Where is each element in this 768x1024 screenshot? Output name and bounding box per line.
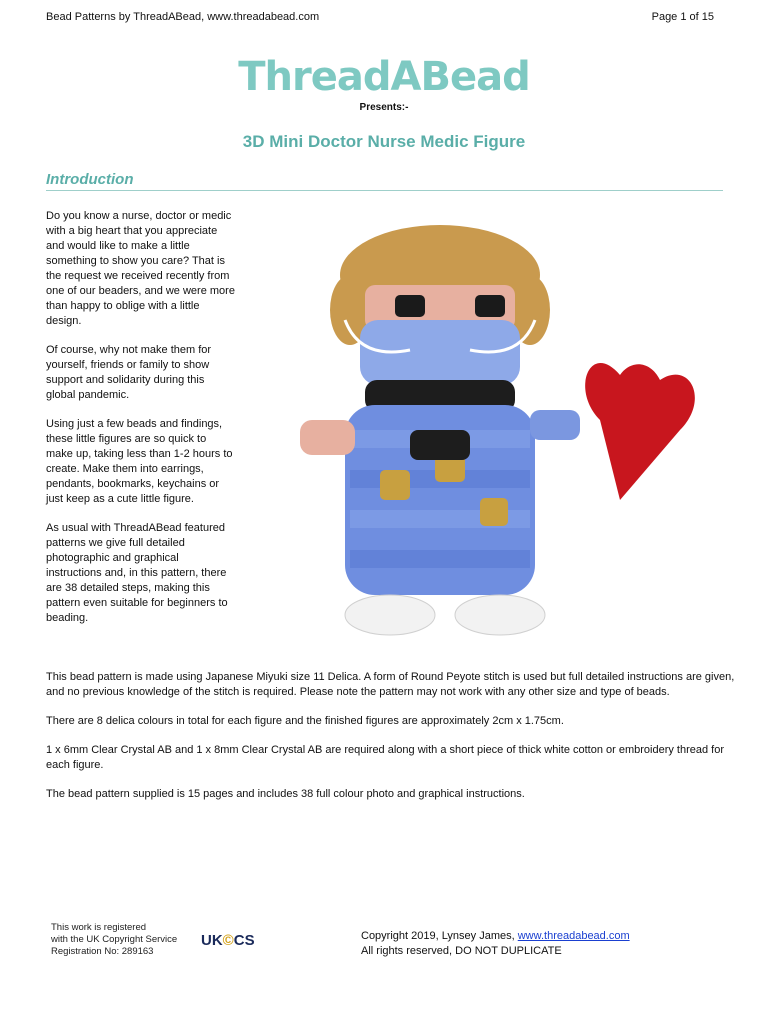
website-link[interactable]: www.threadabead.com (517, 930, 630, 942)
bead-left-arm (300, 420, 355, 455)
body-paragraph: The bead pattern supplied is 15 pages and includes 38 full colour photo and graphical instructions. (46, 788, 525, 800)
threadabead-logo: ThreadABead (238, 54, 530, 100)
body-text (46, 670, 736, 816)
page-title: 3D Mini Doctor Nurse Medic Figure (242, 132, 526, 151)
registration-notice (51, 922, 177, 958)
intro-paragraph: Using just a few beads and findings, these little figures are so quick to make up, taking less than 1-2 hours to create. Make them into earrings, pendants, bookmarks, keychains or just keep as a cute little figure. (46, 418, 233, 505)
heading-divider (46, 190, 723, 191)
header-site-text: Bead Patterns by ThreadABead, www.threadabead.com (46, 11, 320, 23)
bead-feet (345, 595, 545, 635)
intro-paragraph: As usual with ThreadABead featured patterns we give full detailed photographic and graphical instructions and, in this pattern, there are 38 detailed steps, making this pattern even suitable for beginners to beading. (46, 522, 228, 624)
ukcs-logo: UK©CS (201, 932, 255, 949)
body-paragraph: 1 x 6mm Clear Crystal AB and 1 x 8mm Clear Crystal AB are required along with a short piece of thick white cotton or embroidery thread for each figure. (46, 744, 725, 771)
registration-line: This work is registered (51, 922, 147, 933)
presents-text: Presents:- (359, 102, 409, 113)
bead-right-arm (530, 410, 580, 440)
registration-line: Registration No: 289163 (51, 946, 154, 957)
bead-body (345, 405, 535, 595)
intro-column (46, 209, 236, 640)
body-paragraph: This bead pattern is made using Japanese Miyuki size 11 Delica. A form of Round Peyote stitch is used but full detailed instructions are given, and no previous knowledge of the stitch is required. Please note the pattern may not work with any other size and type of beads. (46, 671, 735, 698)
copyright-text: Copyright 2019, Lynsey James, (361, 930, 518, 942)
intro-paragraph: Of course, why not make them for yourself, friends or family to show support and solidarity during this global pandemic. (46, 344, 212, 401)
bead-red-heart (585, 363, 695, 500)
registration-line: with the UK Copyright Service (51, 934, 178, 945)
page-number: Page 1 of 15 (651, 11, 714, 23)
beaded-medic-figure-image (290, 220, 730, 650)
section-heading-introduction: Introduction (46, 171, 134, 188)
copyright-notice (361, 929, 630, 959)
rights-text: All rights reserved, DO NOT DUPLICATE (361, 945, 562, 957)
intro-paragraph: Do you know a nurse, doctor or medic with a big heart that you appreciate and would like to make a little something to show you care? That is the request we received recently from one of our beaders, and we were more than happy to oblige with a little design. (46, 210, 235, 327)
body-paragraph: There are 8 delica colours in total for each figure and the finished figures are approximately 2cm x 1.75cm. (46, 715, 564, 727)
bead-mask (345, 320, 535, 385)
